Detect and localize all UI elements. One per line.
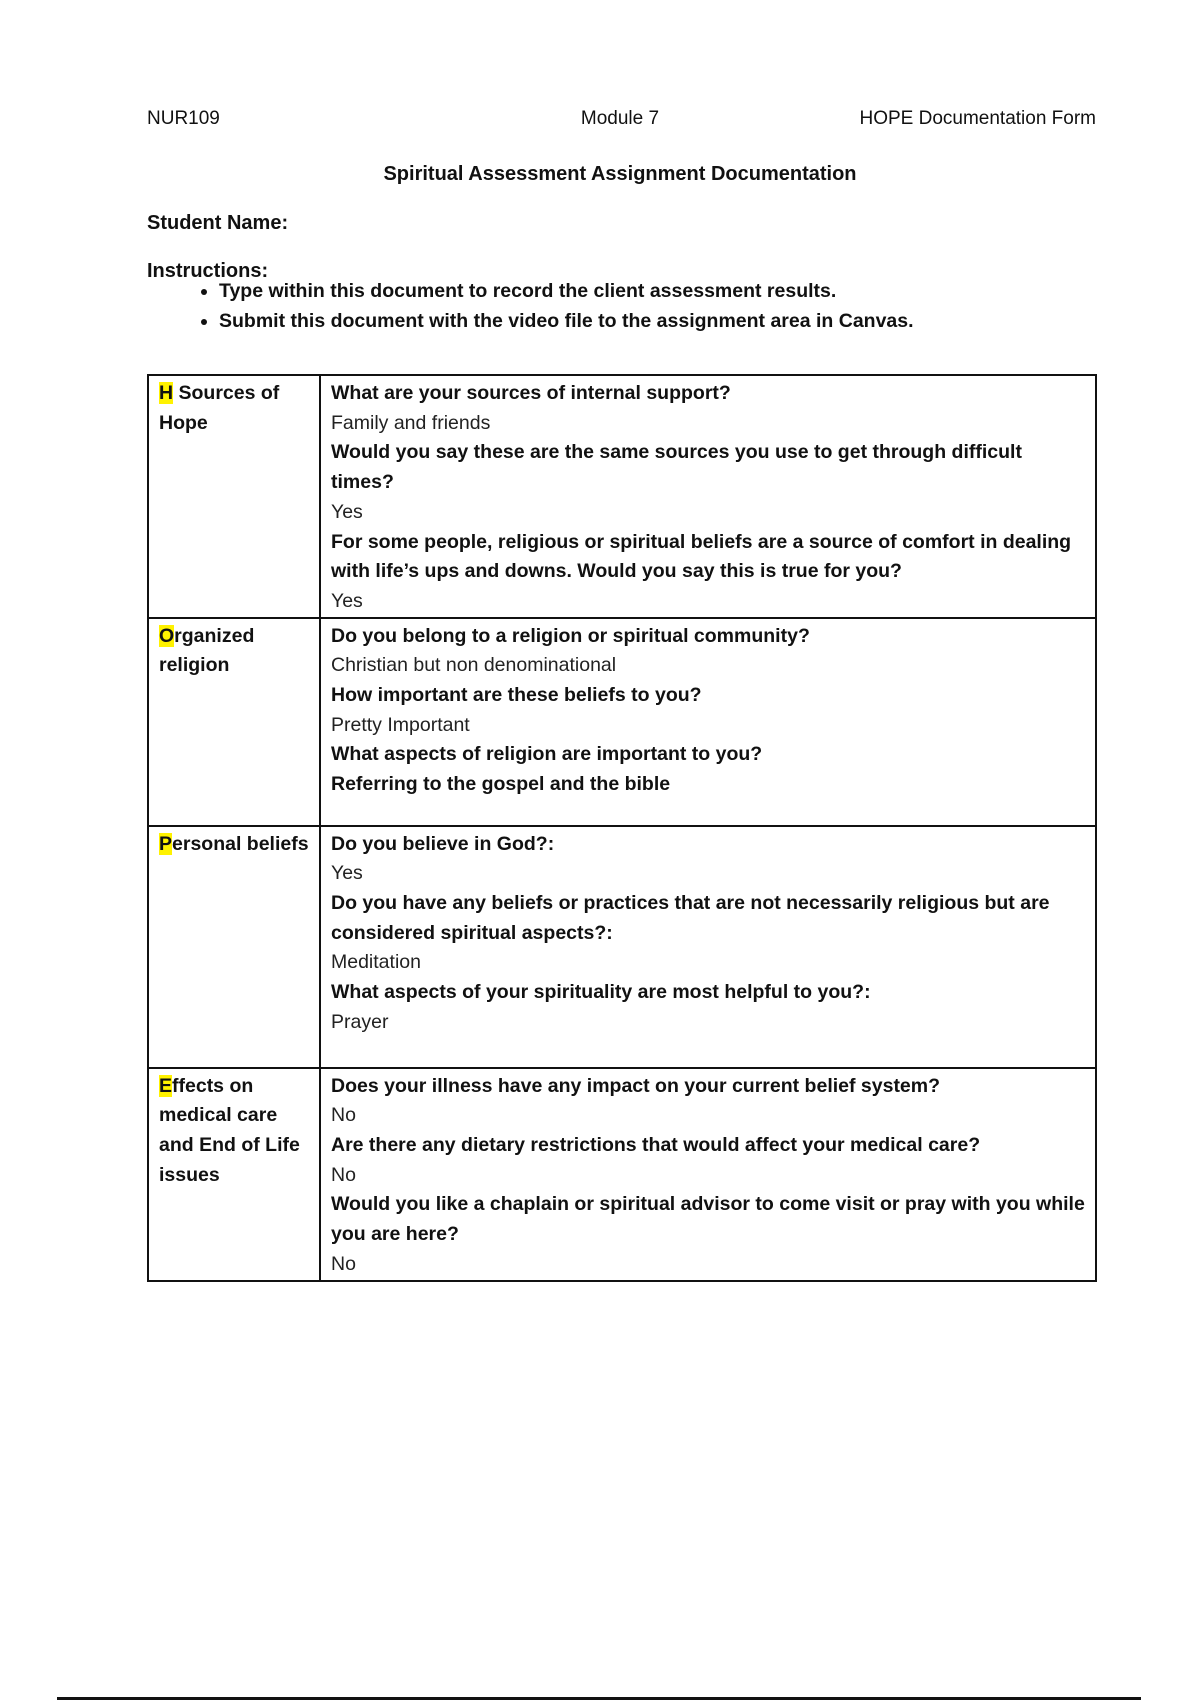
student-name-label: Student Name: [147, 212, 289, 234]
row-label [148, 1068, 320, 1281]
hope-letter: P [159, 832, 173, 855]
row-label-text: ffects on medical care and End of Life issues [159, 1074, 300, 1186]
hope-letter: E [159, 1074, 173, 1097]
instruction-item: • Submit this document with the video file to the assignment area in Canvas. [219, 306, 914, 336]
question: What aspects of religion are important to you? [331, 743, 763, 766]
question: For some people, religious or spiritual beliefs are a source of comfort in dealing with life’s ups and downs. Would you say this is true for you? [331, 530, 1072, 583]
table-row [148, 375, 1096, 618]
question: What are your sources of internal support? [331, 382, 731, 404]
hope-table [147, 374, 1097, 1282]
row-content[interactable] [320, 1068, 1096, 1281]
course-code: NUR109 [147, 108, 220, 129]
question: How important are these beliefs to you? [331, 684, 702, 707]
instructions-list [147, 276, 914, 336]
answer[interactable]: Pretty Important [331, 713, 470, 736]
row-content[interactable] [320, 826, 1096, 1068]
answer[interactable]: Yes [331, 500, 363, 523]
question: Does your illness have any impact on your current belief system? [331, 1074, 941, 1097]
table-row [148, 618, 1096, 826]
answer[interactable]: Meditation [331, 951, 421, 974]
answer[interactable]: Prayer [331, 1010, 389, 1033]
question: Do you believe in God?: [331, 832, 555, 855]
question: Are there any dietary restrictions that would affect your medical care? [331, 1134, 981, 1157]
row-label-text: ersonal beliefs [172, 832, 309, 855]
row-label [148, 375, 320, 618]
row-label [148, 618, 320, 826]
answer[interactable]: No [331, 1163, 356, 1186]
row-content[interactable] [320, 375, 1096, 618]
module-label: Module 7 [580, 108, 660, 129]
instruction-item: • Type within this document to record the client assessment results. [219, 276, 914, 306]
question: Do you have any beliefs or practices that are not necessarily religious but are considered spiritual aspects?: [331, 892, 1050, 944]
question: What aspects of your spirituality are most helpful to you?: [331, 981, 871, 1004]
form-name: HOPE Documentation Form [859, 108, 1096, 129]
question: Would you like a chaplain or spiritual advisor to come visit or pray with you while you are here? [331, 1193, 1085, 1246]
answer[interactable]: No [331, 1252, 356, 1275]
row-label [148, 826, 320, 1068]
row-label-text: Sources of Hope [159, 382, 280, 434]
question: Would you say these are the same sources you use to get through difficult times? [331, 441, 1022, 494]
answer[interactable]: Yes [331, 862, 363, 885]
row-label-text: rganized religion [159, 624, 255, 677]
answer[interactable]: No [331, 1104, 356, 1127]
table-row [148, 826, 1096, 1068]
table-row [148, 1068, 1096, 1281]
answer[interactable]: Christian but non denominational [331, 654, 617, 677]
instructions-label: Instructions: [147, 260, 269, 282]
answer[interactable]: Referring to the gospel and the bible [331, 773, 671, 796]
hope-letter: O [159, 624, 175, 647]
question: Do you belong to a religion or spiritual community? [331, 624, 810, 647]
answer[interactable]: Family and friends [331, 411, 491, 434]
hope-letter: H [159, 382, 174, 404]
answer[interactable]: Yes [331, 589, 363, 612]
document-title: Spiritual Assessment Assignment Documentation [383, 163, 857, 185]
row-content[interactable] [320, 618, 1096, 826]
